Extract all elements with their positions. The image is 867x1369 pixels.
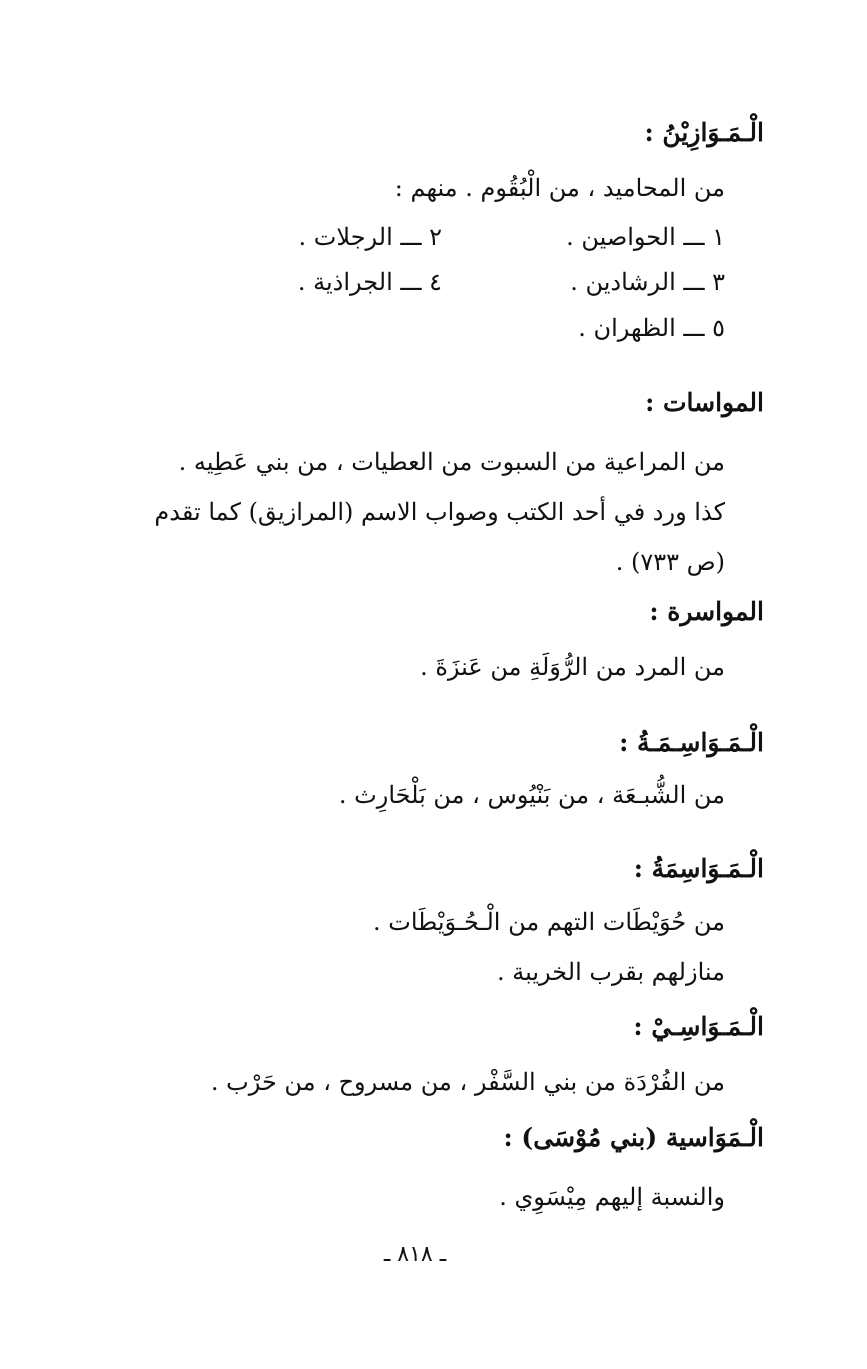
- subtribe-item: ١ ـــ الحواصين .: [566, 223, 725, 251]
- entry-text: من حُوَيْطَات التهم من الْـحُـوَيْطَات .: [373, 908, 725, 936]
- entry-heading-mawasira: المواسرة :: [649, 597, 764, 626]
- entry-text: كذا ورد في أحد الكتب وصواب الاسم (المرازيق) كما تقدم: [154, 498, 725, 526]
- entry-text: من المحاميد ، من الْبُقُوم . منهم :: [394, 174, 725, 202]
- subtribe-item: ٣ ـــ الرشادين .: [570, 268, 725, 296]
- entry-heading-mawasi: الْـمَـوَاسِـيْ :: [633, 1012, 764, 1041]
- entry-heading-mawasat: المواسات :: [645, 388, 764, 417]
- subtribe-item: ٤ ـــ الجراذية .: [297, 268, 442, 296]
- entry-heading-mawasima-2: الْـمَـوَاسِمَةُ :: [633, 854, 764, 883]
- entry-text: منازلهم بقرب الخريبة .: [496, 958, 725, 986]
- entry-text: (ص ٧٣٣) .: [615, 548, 725, 576]
- entry-text: من المرد من الرُّوَلَةِ من عَنزَةَ .: [420, 653, 725, 681]
- entry-text: من الشُّبـعَة ، من بَنْيُوس ، من بَلْحَارِث .: [338, 781, 725, 809]
- entry-text: من المراعية من السبوت من العطيات ، من بني عَطِيه .: [178, 448, 725, 476]
- page-number: ـ ٨١٨ ـ: [383, 1242, 447, 1267]
- entry-text: والنسبة إليهم مِيْسَوِي .: [499, 1183, 725, 1211]
- entry-heading-mawasiya: الْـمَوَاسية (بني مُوْسَى) :: [503, 1123, 764, 1152]
- entry-heading-mawasima-1: الْـمَـوَاسِـمَـةُ :: [619, 728, 764, 757]
- subtribe-item: ٥ ـــ الظهران .: [578, 314, 725, 342]
- entry-text: من الفُرْدَة من بني السَّفْر ، من مسروح ، من حَرْب .: [210, 1068, 725, 1096]
- entry-heading-mawazin: الْـمَـوَازِيْنُ :: [644, 118, 764, 147]
- subtribe-item: ٢ ـــ الرجلات .: [298, 223, 442, 251]
